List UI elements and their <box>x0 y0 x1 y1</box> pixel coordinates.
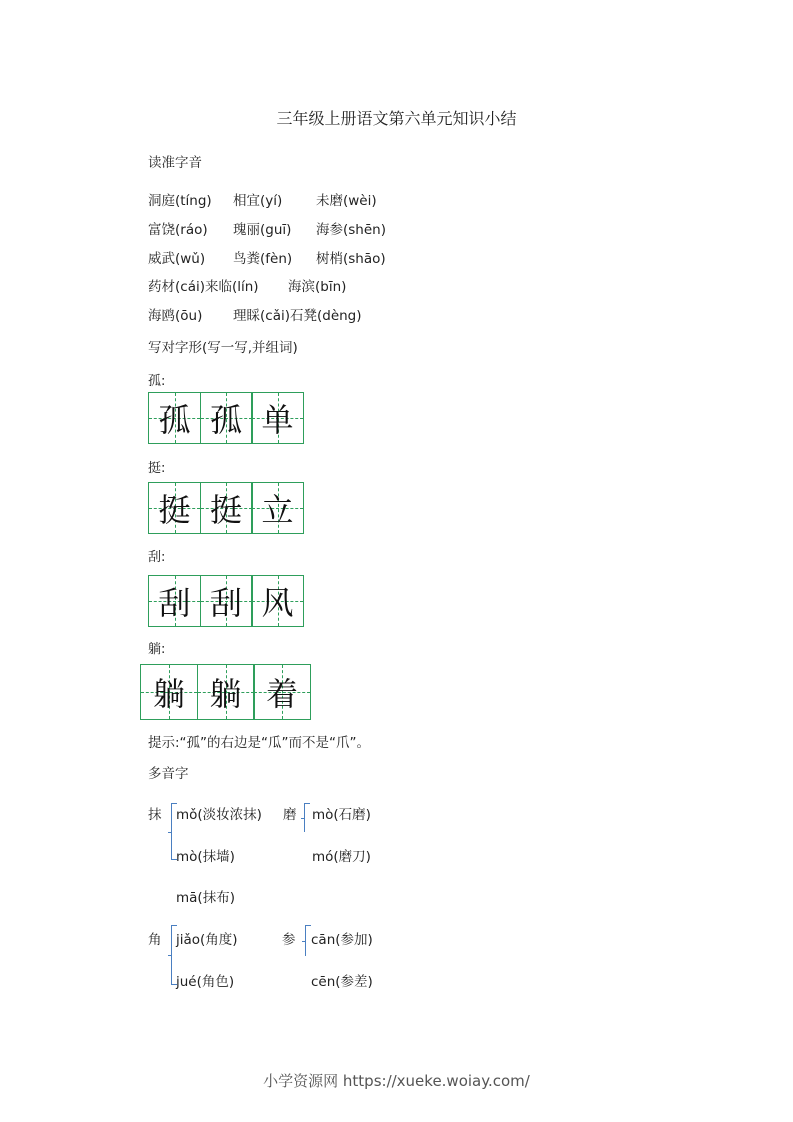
section-heading-writing: 写对字形(写一写,并组词) <box>148 340 298 356</box>
grid-cell <box>200 392 253 444</box>
polyphonic-char: 磨 <box>283 807 297 823</box>
grid-char: 挺 <box>158 491 191 529</box>
grid-cell <box>251 482 304 534</box>
reading-item: mó(磨刀) <box>312 849 371 865</box>
grid-cell <box>251 575 304 627</box>
grid-cell <box>148 575 201 627</box>
grid-char: 孤 <box>209 401 242 439</box>
grid-char: 立 <box>261 491 294 529</box>
char-grid <box>140 664 310 720</box>
reading-item: jué(角色) <box>176 974 235 990</box>
hint-text: 提示:“孤”的右边是“瓜”而不是“爪”。 <box>148 735 371 751</box>
char-label: 刮: <box>148 550 166 565</box>
grid-cell <box>200 575 253 627</box>
grid-char: 风 <box>261 584 294 622</box>
char-label: 孤: <box>148 374 166 389</box>
char-label: 躺: <box>148 642 166 657</box>
reading-item: mò(石磨) <box>312 807 371 823</box>
word-item: 海鸥(ōu) <box>148 308 203 324</box>
word-item: 理睬(cǎi)石凳(dèng) <box>233 308 362 324</box>
char-grid <box>148 575 303 627</box>
grid-cell <box>251 392 304 444</box>
reading-item: mǒ(淡妆浓抹) <box>176 807 262 823</box>
page-title: 三年级上册语文第六单元知识小结 <box>276 109 517 128</box>
word-item: 鸟粪(fèn) <box>233 251 293 267</box>
grid-cell <box>200 482 253 534</box>
grid-cell <box>197 664 255 720</box>
grid-char: 单 <box>261 401 294 439</box>
grid-char: 躺 <box>209 675 242 713</box>
grid-cell <box>140 664 198 720</box>
word-item: 药材(cái)来临(lín) <box>148 279 259 295</box>
word-item: 洞庭(tíng) <box>148 193 212 209</box>
grid-char: 躺 <box>152 675 185 713</box>
word-item: 未磨(wèi) <box>316 193 377 209</box>
word-item: 瑰丽(guī) <box>233 222 292 238</box>
grid-char: 挺 <box>209 491 242 529</box>
word-item: 树梢(shāo) <box>316 251 386 267</box>
grid-char: 孤 <box>158 401 191 439</box>
polyphonic-char: 抹 <box>148 807 162 823</box>
bracket-icon <box>304 803 310 832</box>
char-grid <box>148 392 303 444</box>
reading-item: cēn(参差) <box>311 974 373 990</box>
grid-char: 着 <box>265 675 298 713</box>
grid-char: 刮 <box>209 584 242 622</box>
reading-item: mā(抹布) <box>176 890 235 906</box>
reading-item: mò(抹墙) <box>176 849 235 865</box>
word-item: 海参(shēn) <box>316 222 386 238</box>
grid-cell <box>253 664 311 720</box>
polyphonic-char: 参 <box>282 932 296 948</box>
grid-cell <box>148 392 201 444</box>
word-item: 富饶(ráo) <box>148 222 208 238</box>
section-heading-pronunciation: 读准字音 <box>148 155 202 171</box>
grid-cell <box>148 482 201 534</box>
word-item: 相宜(yí) <box>233 193 283 209</box>
polyphonic-char: 角 <box>148 932 162 948</box>
char-grid <box>148 482 303 534</box>
grid-char: 刮 <box>158 584 191 622</box>
word-item: 海滨(bīn) <box>288 279 347 295</box>
reading-item: cān(参加) <box>311 932 373 948</box>
reading-item: jiǎo(角度) <box>176 932 238 948</box>
footer-watermark: 小学资源网 https://xueke.woiay.com/ <box>263 1072 530 1090</box>
char-label: 挺: <box>148 461 166 476</box>
word-item: 威武(wǔ) <box>148 251 206 267</box>
section-heading-polyphonic: 多音字 <box>148 766 189 782</box>
